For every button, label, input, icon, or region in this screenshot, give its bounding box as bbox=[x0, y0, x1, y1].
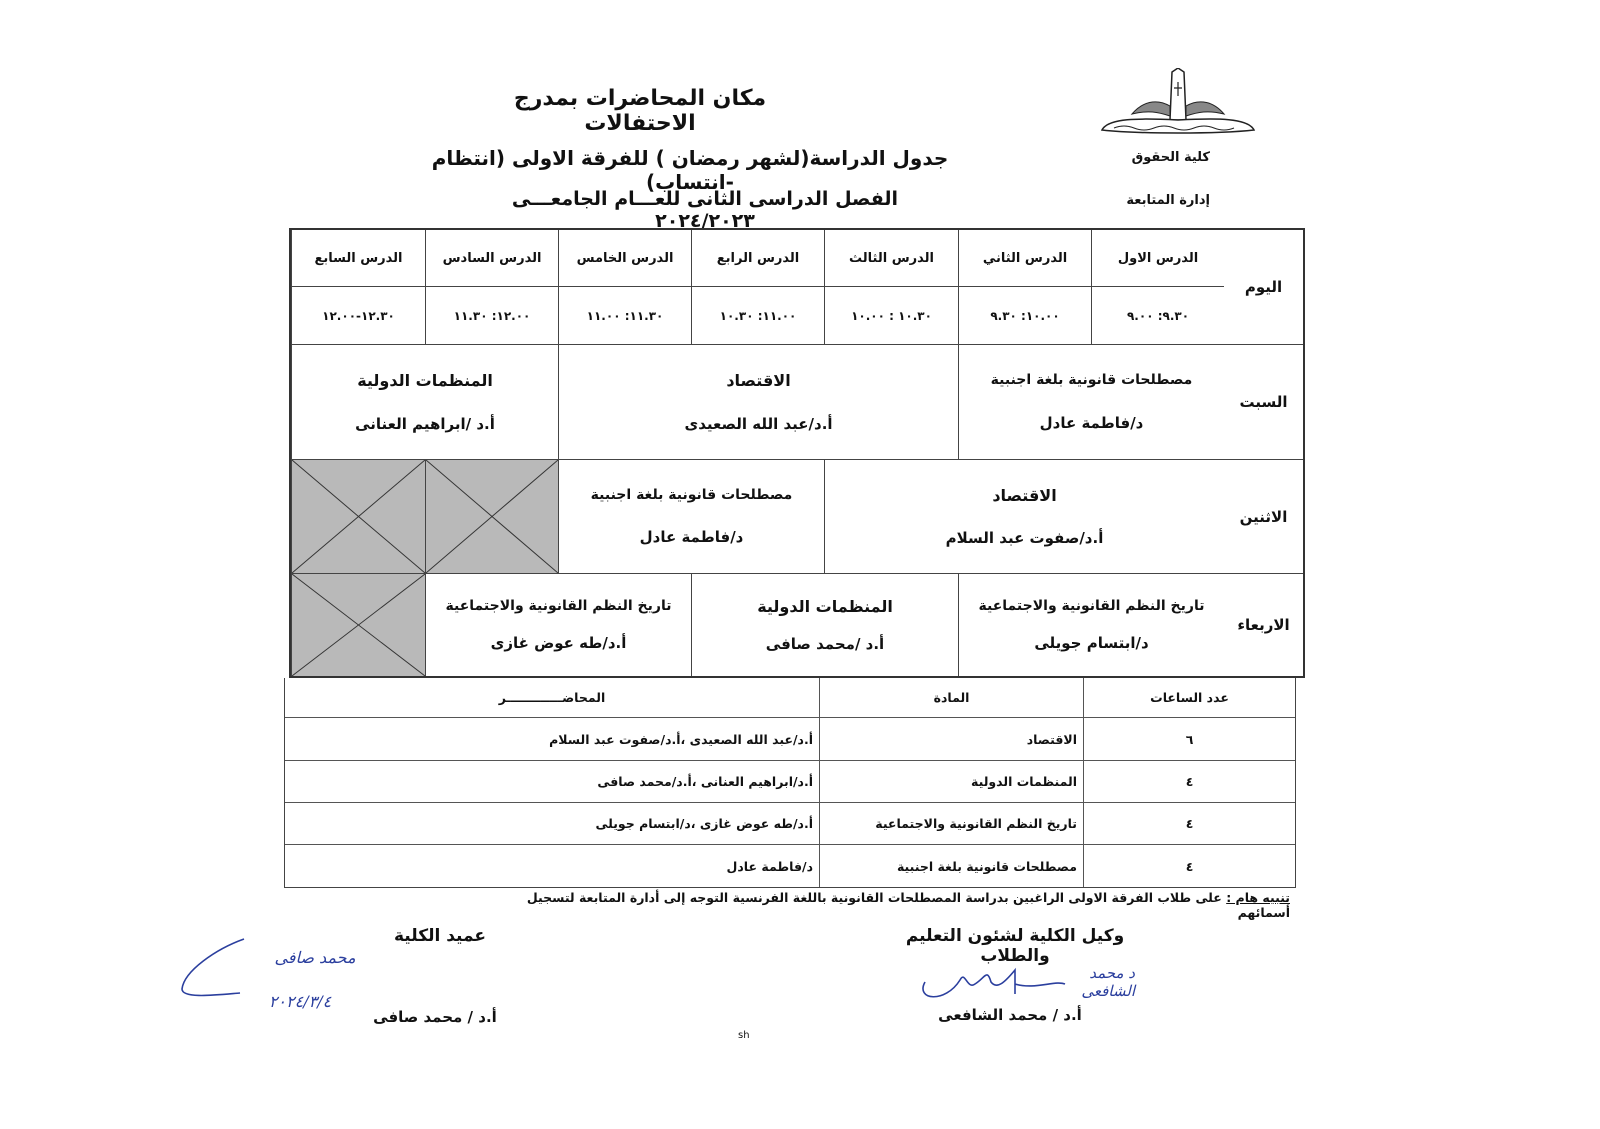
day-label: الاربعاء bbox=[1237, 616, 1290, 634]
day-header-label: اليوم bbox=[1244, 278, 1283, 296]
instructor-value: أ.د/طه عوض غازى ،د/ابتسام جويلى bbox=[595, 816, 813, 831]
session-subject: مصطلحات قانونية بلغة اجنبية bbox=[590, 486, 793, 503]
session-cell bbox=[425, 574, 691, 676]
period-label: الدرس الثاني bbox=[982, 250, 1068, 266]
hours-value: ٦ bbox=[1083, 718, 1295, 760]
subject-header: المادة bbox=[819, 678, 1083, 717]
important-notice bbox=[520, 890, 1290, 920]
period-label: الدرس السابع bbox=[314, 250, 403, 266]
period-time-1 bbox=[1091, 287, 1224, 345]
period-header-1 bbox=[1091, 230, 1224, 287]
session-cell bbox=[558, 345, 958, 460]
instructor-header: المحاضـــــــــــــر bbox=[498, 690, 606, 705]
hours-header: عدد الساعات bbox=[1083, 678, 1295, 717]
session-cell bbox=[958, 345, 1224, 460]
period-time-4 bbox=[691, 287, 824, 345]
day-column-header bbox=[1224, 230, 1303, 345]
day-monday bbox=[1224, 460, 1303, 574]
empty-slot-crossed bbox=[291, 460, 425, 574]
session-instructor: أ.د /ابراهيم العنانى bbox=[355, 414, 495, 433]
period-time: ١١.٣٠: ١١.٠٠ bbox=[586, 308, 664, 323]
empty-slot-crossed bbox=[291, 574, 425, 676]
period-header-7 bbox=[291, 230, 425, 287]
vice-dean-name: أ.د / محمد الشافعى bbox=[938, 1006, 1082, 1024]
notice-text: على طلاب الفرقة الاولى الراغبين بدراسة المصطلحات القانونية باللغة الفرنسية التوجه إلى أدارة المتابعة لتسجيل أسمائهم bbox=[526, 890, 1290, 920]
period-time-5 bbox=[558, 287, 691, 345]
subject-value: المنظمات الدولية bbox=[819, 761, 1083, 802]
session-instructor: أ.د/طه عوض غازى bbox=[490, 634, 627, 652]
summary-row bbox=[285, 718, 1295, 761]
summary-row bbox=[285, 761, 1295, 803]
session-cell bbox=[958, 574, 1224, 676]
period-label: الدرس الخامس bbox=[576, 250, 674, 266]
period-header-3 bbox=[824, 230, 958, 287]
day-wednesday bbox=[1224, 574, 1303, 676]
university-logo bbox=[1098, 68, 1258, 138]
subject-value: مصطلحات قانونية بلغة اجنبية bbox=[819, 845, 1083, 887]
session-cell bbox=[291, 345, 558, 460]
period-label: الدرس الثالث bbox=[849, 250, 934, 266]
faculty-name: كلية الحقوق bbox=[1131, 150, 1210, 165]
period-header-4 bbox=[691, 230, 824, 287]
session-instructor: أ.د /محمد صافى bbox=[765, 634, 885, 653]
period-time-6 bbox=[425, 287, 558, 345]
period-label: الدرس الرابع bbox=[716, 250, 800, 266]
session-subject: مصطلحات قانونية بلغة اجنبية bbox=[990, 372, 1193, 388]
department-name: إدارة المتابعة bbox=[1126, 193, 1210, 208]
schedule-table bbox=[289, 228, 1305, 678]
hours-value: ٤ bbox=[1083, 845, 1295, 887]
period-time-7 bbox=[291, 287, 425, 345]
cross-mark-icon bbox=[292, 574, 425, 676]
dean-title: عميد الكلية bbox=[394, 926, 486, 946]
session-subject: المنظمات الدولية bbox=[357, 371, 493, 391]
dean-signature-date: ٢٠٢٤/٣/٤ bbox=[268, 992, 332, 1011]
session-subject: المنظمات الدولية bbox=[757, 597, 893, 617]
session-instructor: أ.د/صفوت عبد السلام bbox=[945, 529, 1104, 547]
day-label: الاثنين bbox=[1239, 507, 1288, 526]
vice-dean-title: وكيل الكلية لشئون التعليم والطلاب bbox=[905, 926, 1125, 966]
session-instructor: د/ابتسام جويلى bbox=[1034, 634, 1149, 652]
period-time-3 bbox=[824, 287, 958, 345]
session-subject: الاقتصاد bbox=[726, 371, 791, 391]
empty-slot-crossed bbox=[425, 460, 558, 574]
period-label: الدرس الاول bbox=[1117, 250, 1199, 266]
obelisk-logo-icon bbox=[1098, 68, 1258, 138]
footer-mark: sh bbox=[738, 1030, 750, 1041]
period-time: ١٢.٣٠-١٢.٠٠ bbox=[322, 308, 395, 323]
subject-value: الاقتصاد bbox=[819, 718, 1083, 760]
day-saturday bbox=[1224, 345, 1303, 460]
summary-table bbox=[284, 678, 1296, 888]
hours-value: ٤ bbox=[1083, 803, 1295, 844]
session-cell bbox=[824, 460, 1224, 574]
period-header-2 bbox=[958, 230, 1091, 287]
period-header-6 bbox=[425, 230, 558, 287]
session-cell bbox=[691, 574, 958, 676]
subject-value: تاريخ النظم القانونية والاجتماعية bbox=[819, 803, 1083, 844]
notice-label: تنبيه هام : bbox=[1226, 890, 1290, 905]
summary-row bbox=[285, 803, 1295, 845]
period-time: ١٢.٠٠: ١١.٣٠ bbox=[453, 308, 531, 323]
instructor-value: أ.د/ابراهيم العنانى ،أ.د/محمد صافى bbox=[597, 774, 813, 789]
session-subject: الاقتصاد bbox=[992, 486, 1057, 505]
session-instructor: أ.د/عبد الله الصعيدى bbox=[684, 414, 833, 433]
session-instructor: د/فاطمة عادل bbox=[1039, 414, 1144, 432]
instructor-value: د/فاطمة عادل bbox=[726, 858, 813, 874]
period-label: الدرس السادس bbox=[442, 250, 542, 266]
day-label: السبت bbox=[1239, 393, 1288, 411]
document-title: جدول الدراسة(لشهر رمضان ) للفرقة الاولى (انتظام -انتساب) bbox=[431, 146, 949, 194]
cross-mark-icon bbox=[292, 460, 425, 573]
period-time: ٩.٣٠: ٩.٠٠ bbox=[1126, 308, 1190, 323]
period-time-2 bbox=[958, 287, 1091, 345]
dean-handwriting: محمد صافى bbox=[274, 948, 356, 967]
period-header-5 bbox=[558, 230, 691, 287]
semester-title: الفصل الدراسى الثانى للعـــام الجامعـــى ٢٠٢٤/٢٠٢٣ bbox=[511, 188, 899, 232]
session-subject: تاريخ النظم القانونية والاجتماعية bbox=[978, 598, 1205, 614]
vice-dean-signature bbox=[905, 960, 1135, 1010]
summary-row bbox=[285, 845, 1295, 887]
period-time: ١٠.٣٠ : ١٠.٠٠ bbox=[851, 308, 932, 323]
period-time: ١١.٠٠: ١٠.٣٠ bbox=[719, 308, 797, 323]
vice-dean-handwriting: د محمد الشافعى bbox=[1081, 964, 1135, 1000]
session-instructor: د/فاطمة عادل bbox=[639, 528, 744, 547]
lecture-venue: مكان المحاضرات بمدرج الاحتفالات bbox=[513, 86, 767, 136]
cross-mark-icon bbox=[426, 460, 558, 573]
session-subject: تاريخ النظم القانونية والاجتماعية bbox=[445, 598, 672, 614]
period-time: ١٠.٠٠: ٩.٣٠ bbox=[990, 308, 1060, 323]
hours-value: ٤ bbox=[1083, 761, 1295, 802]
dean-name: أ.د / محمد صافى bbox=[373, 1008, 497, 1026]
instructor-value: أ.د/عبد الله الصعيدى ،أ.د/صفوت عبد السلام bbox=[549, 731, 813, 747]
summary-header-row bbox=[285, 678, 1295, 718]
session-cell bbox=[558, 460, 824, 574]
